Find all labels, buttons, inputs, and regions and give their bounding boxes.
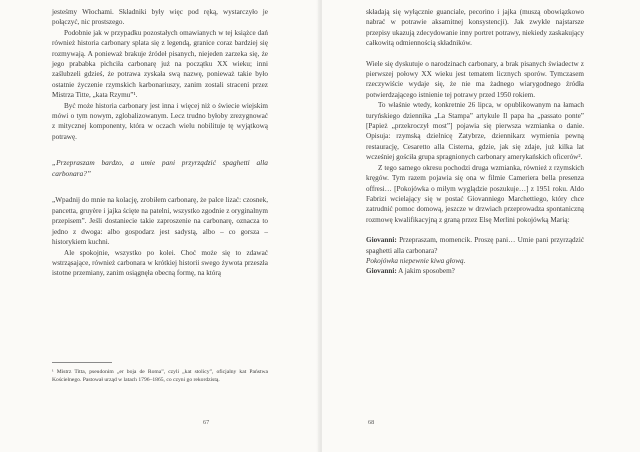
section-gap bbox=[52, 142, 268, 158]
right-paragraph-3: To właśnie wtedy, konkretnie 26 lipca, w opublikowanym na łamach turyńskiego dziennika „La Stampa” artykule Il papa ha „passato ponte” [Papież „przekroczył most”] pojawia się pierwsza wzmianka o danie. Opisuja: rzymską dzielnicę Zatybrze, dziennikarz wymienia pewną restaurację, Cesaretto alla Cisterna, gdzie, jak się zdaje, już kilka lat wcześniej gościła grupa spragnionych carbonary amerykańskich oficerów². bbox=[366, 101, 584, 162]
right-paragraph-4: Z tego samego okresu pochodzi druga wzmianka, również z rzymskich kręgów. Tym razem pojawia się ona w filmie Cameriera bella presenza offresi… [Pokojówka o miłym wyglądzie poszukuje…] z 1951 roku. Aldo Fabrizi wcielający się w postać Giovanniego Marchettiego, który chce zatrudnić pomoc domową, jeszcze w drzwiach przeprowadza spontaniczną rozmowę kwalifikacyjną z graną przez Elsę Merlini pokojówką Marią: bbox=[366, 163, 584, 224]
paragraph-gap bbox=[366, 225, 584, 235]
right-paragraph-2: Wiele się dyskutuje o narodzinach carbonary, a brak pisanych świadectw z pierwszej połowy XX wieku jest tematem licznych sporów. Tymczasem rzeczywiście wydaje się, że nie ma żadnego wiarygodnego źródła potwierdzającego istnienie tej potrawy przed 1950 rokiem. bbox=[366, 59, 584, 99]
footnote-rule bbox=[52, 362, 112, 363]
dialogue-block bbox=[366, 235, 584, 277]
right-page-number: 68 bbox=[368, 419, 375, 426]
section-heading-quote: „Przepraszam bardzo, a umie pani przyrządzić spaghetti alla carbonara?” bbox=[52, 158, 268, 178]
left-paragraph-3: Być może historia carbonary jest inna i więcej niż o świecie wiejskim mówi o tym nowym, zglobalizowanym. Lecz trudno byłoby zrezygnować z mitycznej komponenty, która w oczach wielu nobilituje tę wyjątkową potrawę. bbox=[52, 101, 268, 141]
dialogue-stage-direction: Pokojówka niepewnie kiwa głową. bbox=[366, 256, 466, 265]
left-footnote: ¹ Mistrz Titta, pseudonim „er boja de Roma”, czyli „kat stolicy”, oficjalny kat Państwa Kościelnego. Pastował urząd w latach 1796–1865, co czyni go rekordzistą. bbox=[52, 369, 268, 383]
dialogue-speaker: Giovanni: bbox=[366, 267, 397, 276]
left-paragraph-5: Ale spokojnie, wszystko po kolei. Choć może się to zdawać wstrząsające, również carbonara w krótkiej historii swego żywota przeszła istotne przemiany, zanim osiągnęła obecną formę, na którą bbox=[52, 248, 268, 278]
paragraph-gap bbox=[366, 49, 584, 59]
left-paragraph-2: Podobnie jak w przypadku pozostałych omawianych w tej książce dań również historia carbonary splata się z legendą, granice coraz bardziej się rozmywają. A ponieważ brakuje źródeł pisanych, niejeden zarzeka się, że jego prababka pichciła carbonarę już na początku XX wieku; inni zaślubzeli gdzieś, że potrawa zyskała swą nazwę, ponieważ takie było ostatnie życzenie rzymskich karbonariuszy, zanim zostali straceni przez Mistrza Titte, „kata Rzymu”¹. bbox=[52, 28, 268, 100]
dialogue-text: Przepraszam, momencik. Proszę pani… Umie pani przyrządzić spaghetti alla carbonara? bbox=[366, 236, 585, 255]
left-page bbox=[0, 0, 318, 452]
dialogue-text: A jakim sposobem? bbox=[398, 267, 455, 276]
left-text-column bbox=[52, 7, 268, 279]
section-gap bbox=[52, 179, 268, 195]
left-page-number: 67 bbox=[203, 419, 210, 426]
left-paragraph-1: jesteśmy Włochami. Składniki były więc pod ręką, wystarczyło je połączyć, nic prostszego. bbox=[52, 8, 268, 27]
dialogue-line-2 bbox=[366, 266, 584, 276]
dialogue-speaker: Giovanni: bbox=[366, 236, 397, 245]
right-text-column bbox=[366, 7, 584, 277]
dialogue-line-1 bbox=[366, 235, 584, 256]
left-paragraph-4: „Wpadnij do mnie na kolację, zrobiłem carbonarę, że palce lizać: czosnek, pancetta, gruyère i jajka ścięte na patelni, wszystko zgodnie z oryginalnym przepisem”. Jeśli dostaniecie takie zaproszenie na carbonarę, oznacza to jedno z dwoga: albo gospodarz jest sadystą, albo – co gorsza – historykiem kuchni. bbox=[52, 196, 268, 247]
right-paragraph-1: składają się wyłącznie guanciale, pecorino i jajka (muszą obowiązkowo nabrać w potrawie aksamitnej konsystencji). Jak zwykle najstarsze przepisy ukazują zdecydowanie inny portret potrawy, niekiedy zaskakujący całkowitą odmiennością składników. bbox=[366, 8, 584, 48]
right-page bbox=[322, 0, 640, 452]
